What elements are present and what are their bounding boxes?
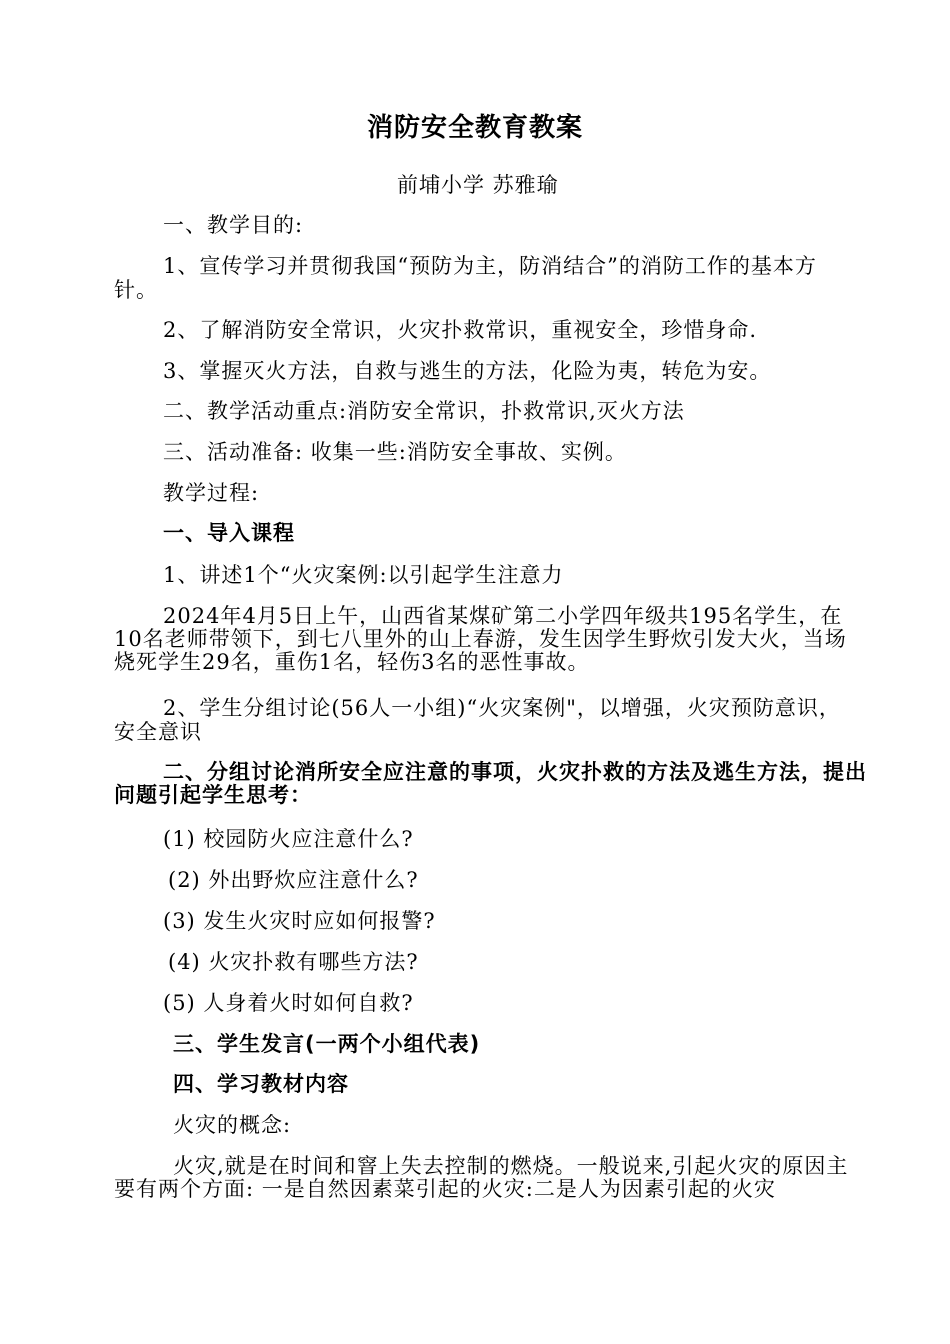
case-description: 2024年4月5日上午，山西省某煤矿第二小学四年级共195名学生，在10名老师带领下，到七八里外的山上春游，发生因学生野炊引发大火，当场烧死学生29名，重伤1名，轻伤3名的恶性事故。 bbox=[114, 604, 847, 674]
part1-item-1: 1、讲述1个“火灾案例:以引起学生注意力 bbox=[163, 563, 564, 587]
author-line: 前埔小学 苏雅瑜 bbox=[397, 173, 559, 197]
question-2: (2) 外出野炊应注意什么? bbox=[168, 868, 419, 892]
question-4: (4) 火灾扑救有哪些方法? bbox=[168, 950, 419, 974]
part1-heading: 一、导入课程 bbox=[163, 521, 295, 545]
goal-item-2: 2、了解消防安全常识，火灾扑救常识，重视安全，珍惜身命. bbox=[163, 318, 758, 342]
part3-heading: 三、学生发言(一两个小组代表) bbox=[173, 1032, 481, 1056]
activity-preparation: 三、活动准备: 收集一些:消防安全事故、实例。 bbox=[163, 440, 627, 464]
part2-heading: 二、分组讨论消所安全应注意的事项，火灾扑救的方法及逃生方法，提出问题引起学生思考： bbox=[114, 760, 867, 807]
question-3: (3) 发生火灾时应如何报警? bbox=[163, 909, 436, 933]
concept-heading: 火灾的概念: bbox=[173, 1113, 292, 1137]
part1-item-2: 2、学生分组讨论(56人一小组)“火灾案例"，以增强，火灾预防意识，安全意识 bbox=[114, 696, 841, 744]
goal-heading: 一、教学目的: bbox=[163, 213, 304, 237]
concept-text: 火灾,就是在时间和窨上失去控制的燃烧。一般说来,引起火灾的原因主要有两个方面: 一是自然因素菜引起的火灾:二是人为因素引起的火灾 bbox=[114, 1154, 849, 1201]
process-heading: 教学过程: bbox=[163, 481, 260, 505]
question-1: (1) 校园防火应注意什么? bbox=[163, 827, 414, 851]
part4-heading: 四、学习教材内容 bbox=[173, 1072, 349, 1096]
document-title: 消防安全教育教案 bbox=[366, 113, 583, 143]
goal-item-3: 3、掌握灭火方法，自救与逃生的方法，化险为夷，转危为安。 bbox=[163, 359, 772, 383]
question-5: (5) 人身着火时如何自救? bbox=[163, 991, 414, 1015]
activity-focus: 二、教学活动重点:消防安全常识，扑救常识,灭火方法 bbox=[163, 399, 685, 423]
goal-item-1: 1、宣传学习并贯彻我国“预防为主，防消结合”的消防工作的基本方针。 bbox=[114, 254, 817, 302]
